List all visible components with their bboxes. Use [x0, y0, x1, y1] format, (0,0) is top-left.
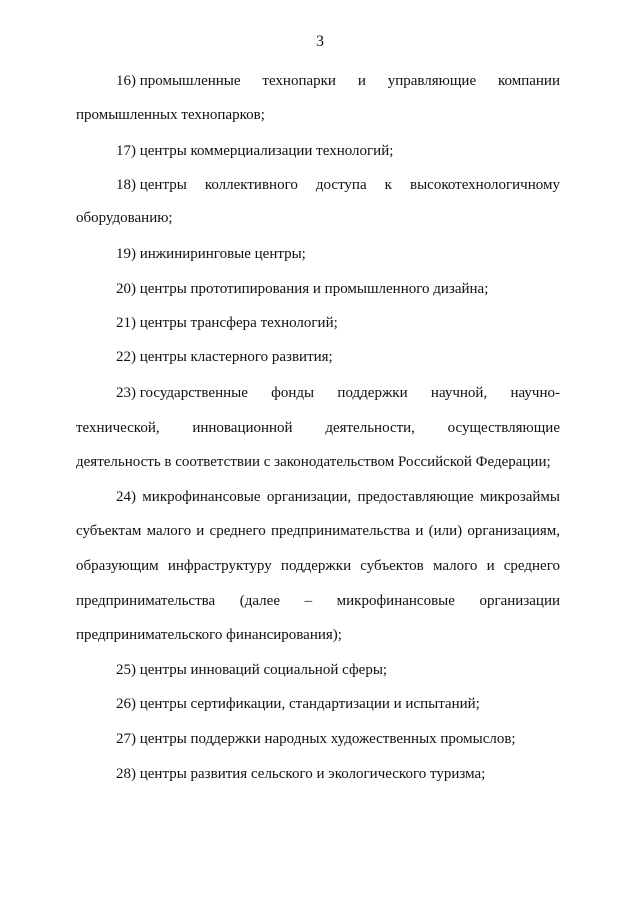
paragraph-16-line-2: промышленных технопарков; [76, 107, 265, 123]
word: 23) государственные [116, 385, 248, 401]
paragraph-19: 19) инжиниринговые центры; [116, 246, 306, 262]
paragraph-18-line-2: оборудованию; [76, 210, 173, 226]
paragraph-23-line-1 [116, 384, 560, 402]
word: технической, [76, 420, 160, 436]
word: научно- [510, 385, 560, 401]
page-number: 3 [316, 33, 324, 50]
paragraph-17: 17) центры коммерциализации технологий; [116, 143, 394, 159]
word: управляющие [387, 73, 477, 89]
paragraph-23-line-2 [76, 419, 560, 437]
paragraph-16-line-1 [116, 72, 560, 90]
word: фонды [271, 385, 315, 401]
paragraph-21: 21) центры трансфера технологий; [116, 315, 338, 331]
word: компании [497, 73, 560, 89]
word: поддержки [337, 385, 408, 401]
word: 16) промышленные [116, 73, 241, 89]
paragraph-24-line-2: субъектам малого и среднего предпринимательства и (или) организациям, [76, 523, 560, 539]
word: – [304, 593, 313, 609]
word: коллективного [204, 177, 298, 193]
word: к [384, 177, 392, 193]
paragraph-27: 27) центры поддержки народных художественных промыслов; [116, 731, 516, 747]
paragraph-26: 26) центры сертификации, стандартизации и испытаний; [116, 696, 480, 712]
paragraph-20: 20) центры прототипирования и промышленного дизайна; [116, 281, 489, 297]
paragraph-24-line-1: 24) микрофинансовые организации, предоставляющие микрозаймы [116, 489, 560, 505]
word: научной, [430, 385, 488, 401]
paragraph-28: 28) центры развития сельского и экологического туризма; [116, 766, 486, 782]
paragraph-23-line-3: деятельность в соответствии с законодательством Российской Федерации; [76, 454, 551, 470]
word: инновационной [192, 420, 293, 436]
word: (далее [239, 593, 280, 609]
paragraph-22: 22) центры кластерного развития; [116, 349, 333, 365]
paragraph-24-line-4 [76, 592, 560, 610]
word: предпринимательства [76, 593, 216, 609]
word: организации [479, 593, 560, 609]
word: 18) центры [116, 177, 187, 193]
paragraph-24-line-5: предпринимательского финансирования); [76, 627, 342, 643]
word: осуществляющие [447, 420, 560, 436]
word: высокотехнологичному [410, 177, 560, 193]
paragraph-25: 25) центры инноваций социальной сферы; [116, 662, 388, 678]
word: микрофинансовые [336, 593, 455, 609]
paragraph-24-line-3: образующим инфраструктуру поддержки субъектов малого и среднего [76, 558, 560, 574]
paragraph-18-line-1 [116, 176, 560, 194]
word: деятельности, [325, 420, 415, 436]
word: и [357, 73, 366, 89]
word: технопарки [262, 73, 336, 89]
word: доступа [315, 177, 367, 193]
